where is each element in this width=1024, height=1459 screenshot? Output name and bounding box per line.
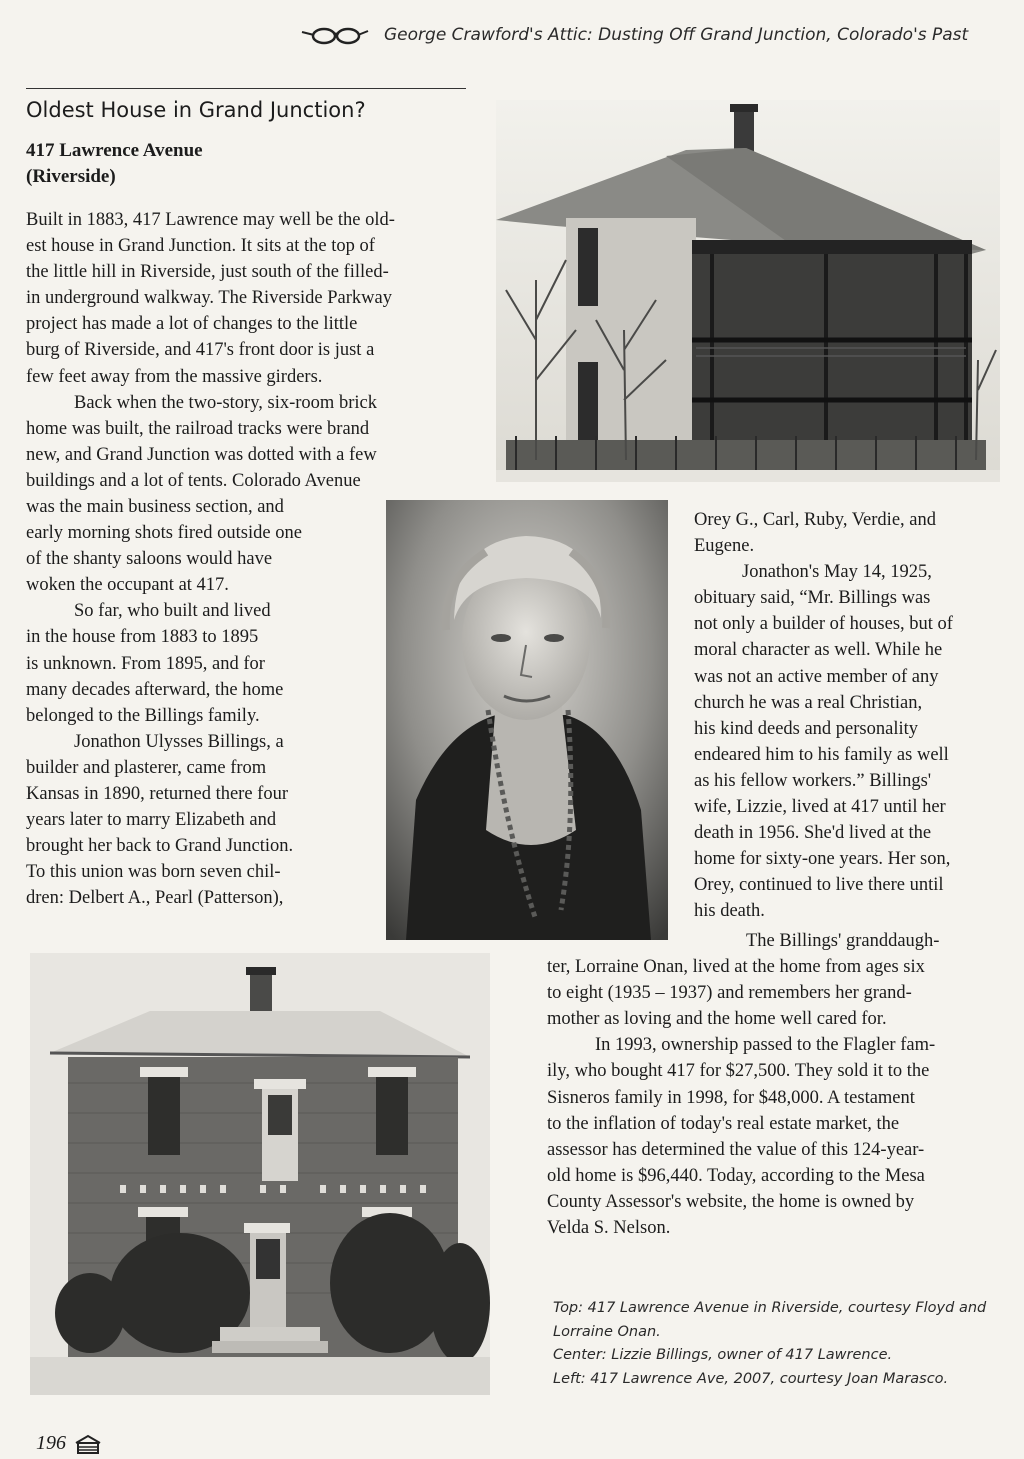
body-line: wife, Lizzie, lived at 417 until her — [694, 797, 946, 818]
body-line: the little hill in Riverside, just south of the filled- — [26, 262, 389, 283]
body-line: moral character as well. While he — [694, 640, 943, 661]
eyeglasses-icon — [300, 24, 370, 46]
body-line: early morning shots fired outside one — [26, 523, 302, 544]
article-title: Oldest House in Grand Junction? — [26, 98, 366, 122]
body-column-2 — [694, 507, 1004, 925]
caption-top: Top: 417 Lawrence Avenue in Riverside, courtesy Floyd and — [553, 1300, 987, 1316]
body-line: Built in 1883, 417 Lawrence may well be the old- — [26, 210, 395, 230]
body-line: endeared him to his family as well — [694, 744, 949, 765]
body-line: home was built, the railroad tracks were brand — [26, 418, 370, 439]
page-folio — [36, 1432, 102, 1455]
body-line: old home is $96,440. Today, according to the Mesa — [547, 1165, 925, 1186]
photo-captions — [553, 1297, 1003, 1391]
title-rule — [26, 88, 466, 89]
body-line: Back when the two-story, six-room brick — [74, 392, 377, 413]
body-line: builder and plasterer, came from — [26, 757, 267, 778]
body-line: few feet away from the massive girders. — [26, 366, 323, 387]
body-line: burg of Riverside, and 417's front door is just a — [26, 340, 375, 361]
body-line: assessor has determined the value of this 124-year- — [547, 1139, 925, 1160]
photo-portrait-lizzie-billings — [386, 500, 668, 940]
subtitle-address: 417 Lawrence Avenue — [26, 140, 203, 161]
body-line: brought her back to Grand Junction. — [26, 836, 294, 857]
caption-center: Center: Lizzie Billings, owner of 417 Lawrence. — [553, 1347, 893, 1363]
body-line: obituary said, “Mr. Billings was — [694, 588, 931, 609]
body-line: mother as loving and the home well cared for. — [547, 1009, 887, 1030]
body-line: home for sixty-one years. Her son, — [694, 849, 951, 870]
body-line: ily, who bought 417 for $27,500. They sold it to the — [547, 1061, 930, 1082]
body-line: Jonathon Ulysses Billings, a — [74, 731, 284, 752]
photo-top-house-historic — [496, 100, 1000, 482]
body-line: was not an active member of any — [694, 666, 939, 687]
body-column-3 — [547, 928, 1007, 1241]
body-line: to the inflation of today's real estate market, the — [547, 1113, 900, 1134]
body-column-1b — [26, 494, 376, 912]
article-subtitle — [26, 138, 326, 190]
body-line: Orey G., Carl, Ruby, Verdie, and — [694, 510, 936, 530]
body-line: many decades afterward, the home — [26, 679, 284, 700]
body-line: Jonathon's May 14, 1925, — [742, 562, 932, 583]
body-line: To this union was born seven chil- — [26, 862, 281, 883]
body-line: his death. — [694, 901, 765, 922]
body-column-1 — [26, 207, 476, 494]
body-line: dren: Delbert A., Pearl (Patterson), — [26, 888, 284, 909]
body-line: in underground walkway. The Riverside Parkway — [26, 288, 392, 309]
body-line: buildings and a lot of tents. Colorado Avenue — [26, 470, 361, 491]
body-line: as his fellow workers.” Billings' — [694, 770, 932, 791]
body-line: est house in Grand Junction. It sits at the top of — [26, 236, 375, 257]
body-line: ter, Lorraine Onan, lived at the home from ages six — [547, 957, 925, 978]
body-line: to eight (1935 – 1937) and remembers her grand- — [547, 983, 912, 1004]
page-number: 196 — [36, 1432, 66, 1454]
body-line: Orey, continued to live there until — [694, 875, 944, 896]
body-line: project has made a lot of changes to the little — [26, 314, 358, 335]
body-line: church he was a real Christian, — [694, 692, 923, 713]
body-line: years later to marry Elizabeth and — [26, 810, 277, 831]
attic-trunk-icon — [74, 1433, 102, 1455]
body-line: woken the occupant at 417. — [26, 575, 229, 596]
body-line: new, and Grand Junction was dotted with a few — [26, 444, 377, 465]
photo-left-house-2007 — [30, 953, 490, 1395]
body-line: of the shanty saloons would have — [26, 549, 273, 570]
body-line: his kind deeds and personality — [694, 718, 919, 739]
body-line: So far, who built and lived — [74, 601, 271, 622]
running-head — [300, 20, 1010, 50]
caption-left: Left: 417 Lawrence Ave, 2007, courtesy Joan Marasco. — [553, 1370, 949, 1387]
body-line: The Billings' granddaugh- — [746, 931, 940, 951]
body-line: County Assessor's website, the home is owned by — [547, 1191, 915, 1212]
body-line: Eugene. — [694, 536, 755, 557]
body-line: was the main business section, and — [26, 497, 284, 517]
body-line: Velda S. Nelson. — [547, 1218, 671, 1239]
body-line: death in 1956. She'd lived at the — [694, 823, 932, 844]
body-line: not only a builder of houses, but of — [694, 614, 953, 635]
body-line: in the house from 1883 to 1895 — [26, 627, 259, 648]
body-line: Kansas in 1890, returned there four — [26, 784, 288, 805]
caption-top-cont: Lorraine Onan. — [553, 1323, 661, 1340]
subtitle-neighborhood: (Riverside) — [26, 166, 116, 187]
body-line: Sisneros family in 1998, for $48,000. A testament — [547, 1087, 915, 1108]
running-head-text: George Crawford's Attic: Dusting Off Grand Junction, Colorado's Past — [384, 25, 969, 45]
body-line: In 1993, ownership passed to the Flagler fam- — [595, 1035, 936, 1056]
body-line: belonged to the Billings family. — [26, 705, 260, 726]
body-line: is unknown. From 1895, and for — [26, 653, 265, 674]
